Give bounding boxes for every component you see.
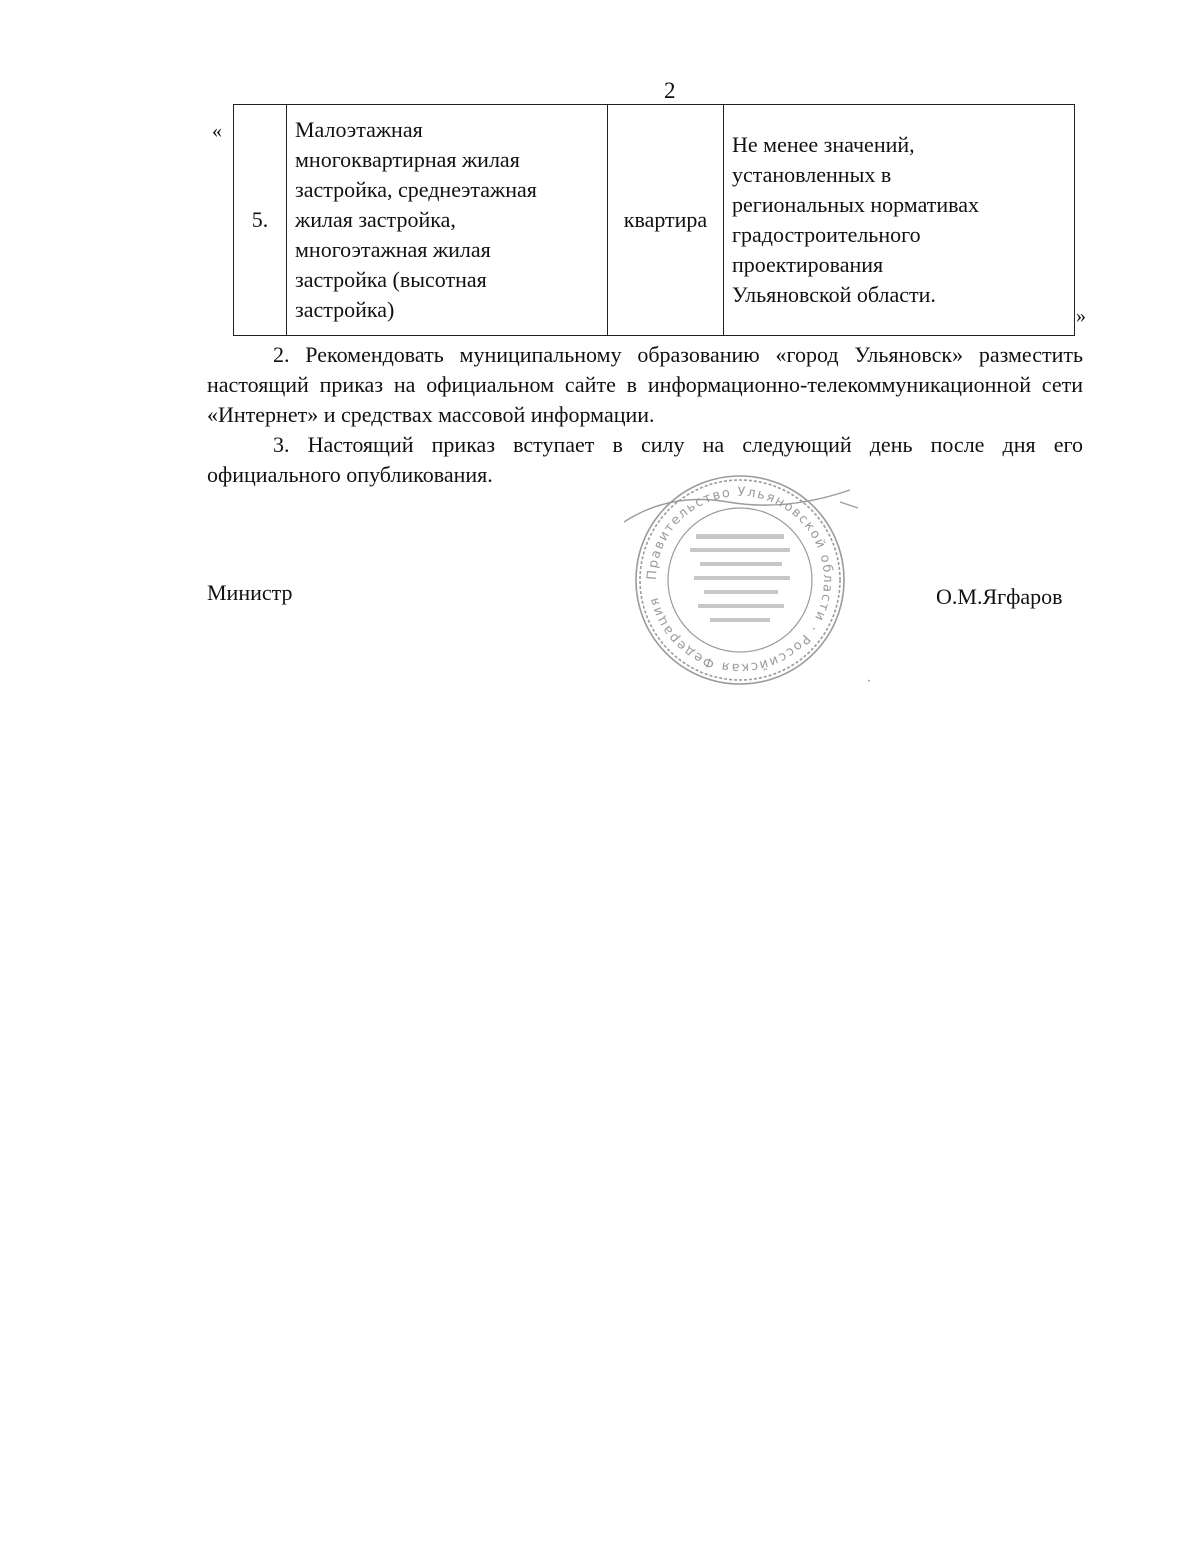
- signatory-title: Министр: [207, 580, 293, 605]
- table-row: [234, 105, 1075, 336]
- value-cell: [724, 105, 1075, 336]
- row-number: 5.: [234, 105, 287, 336]
- value-line: региональных нормативах: [732, 192, 980, 217]
- type-line: многоэтажная жилая: [295, 237, 491, 262]
- type-line: застройка, среднеэтажная: [295, 177, 537, 202]
- value-line: проектирования: [732, 252, 884, 277]
- type-line: многоквартирная жилая: [295, 147, 520, 172]
- signatory-name: О.М.Ягфаров: [936, 584, 1063, 609]
- official-seal-stamp: [610, 462, 870, 692]
- value-line: Не менее значений,: [732, 132, 915, 157]
- page-number: 2: [664, 78, 676, 103]
- land-use-type-cell: [287, 105, 608, 336]
- unit-cell: квартира: [608, 105, 724, 336]
- value-line: установленных в: [732, 162, 892, 187]
- closing-quote: »: [1076, 305, 1086, 327]
- seal-ring-text: Правительство Ульяновской области · Российская Федерация: [644, 484, 836, 676]
- norm-table: [233, 104, 1075, 336]
- paragraph-2: 2. Рекомендовать муниципальному образованию «город Ульяновск» разместить настоящий приказ на официальном сайте в информационно-телекоммуникационной сети «Интернет» и средствах массовой информации.: [207, 342, 1083, 427]
- value-line: Ульяновской области.: [732, 282, 936, 307]
- paragraph-3: 3. Настоящий приказ вступает в силу на следующий день после дня его официального опубликования.: [207, 432, 1083, 487]
- type-line: застройка (высотная: [295, 267, 487, 292]
- value-line: градостроительного: [732, 222, 921, 247]
- opening-quote: «: [212, 120, 222, 142]
- type-line: жилая застройка,: [295, 207, 456, 232]
- svg-text:Правительство Ульяновской обла: [645, 485, 835, 675]
- type-line: застройка): [295, 297, 395, 322]
- type-line: Малоэтажная: [295, 117, 423, 142]
